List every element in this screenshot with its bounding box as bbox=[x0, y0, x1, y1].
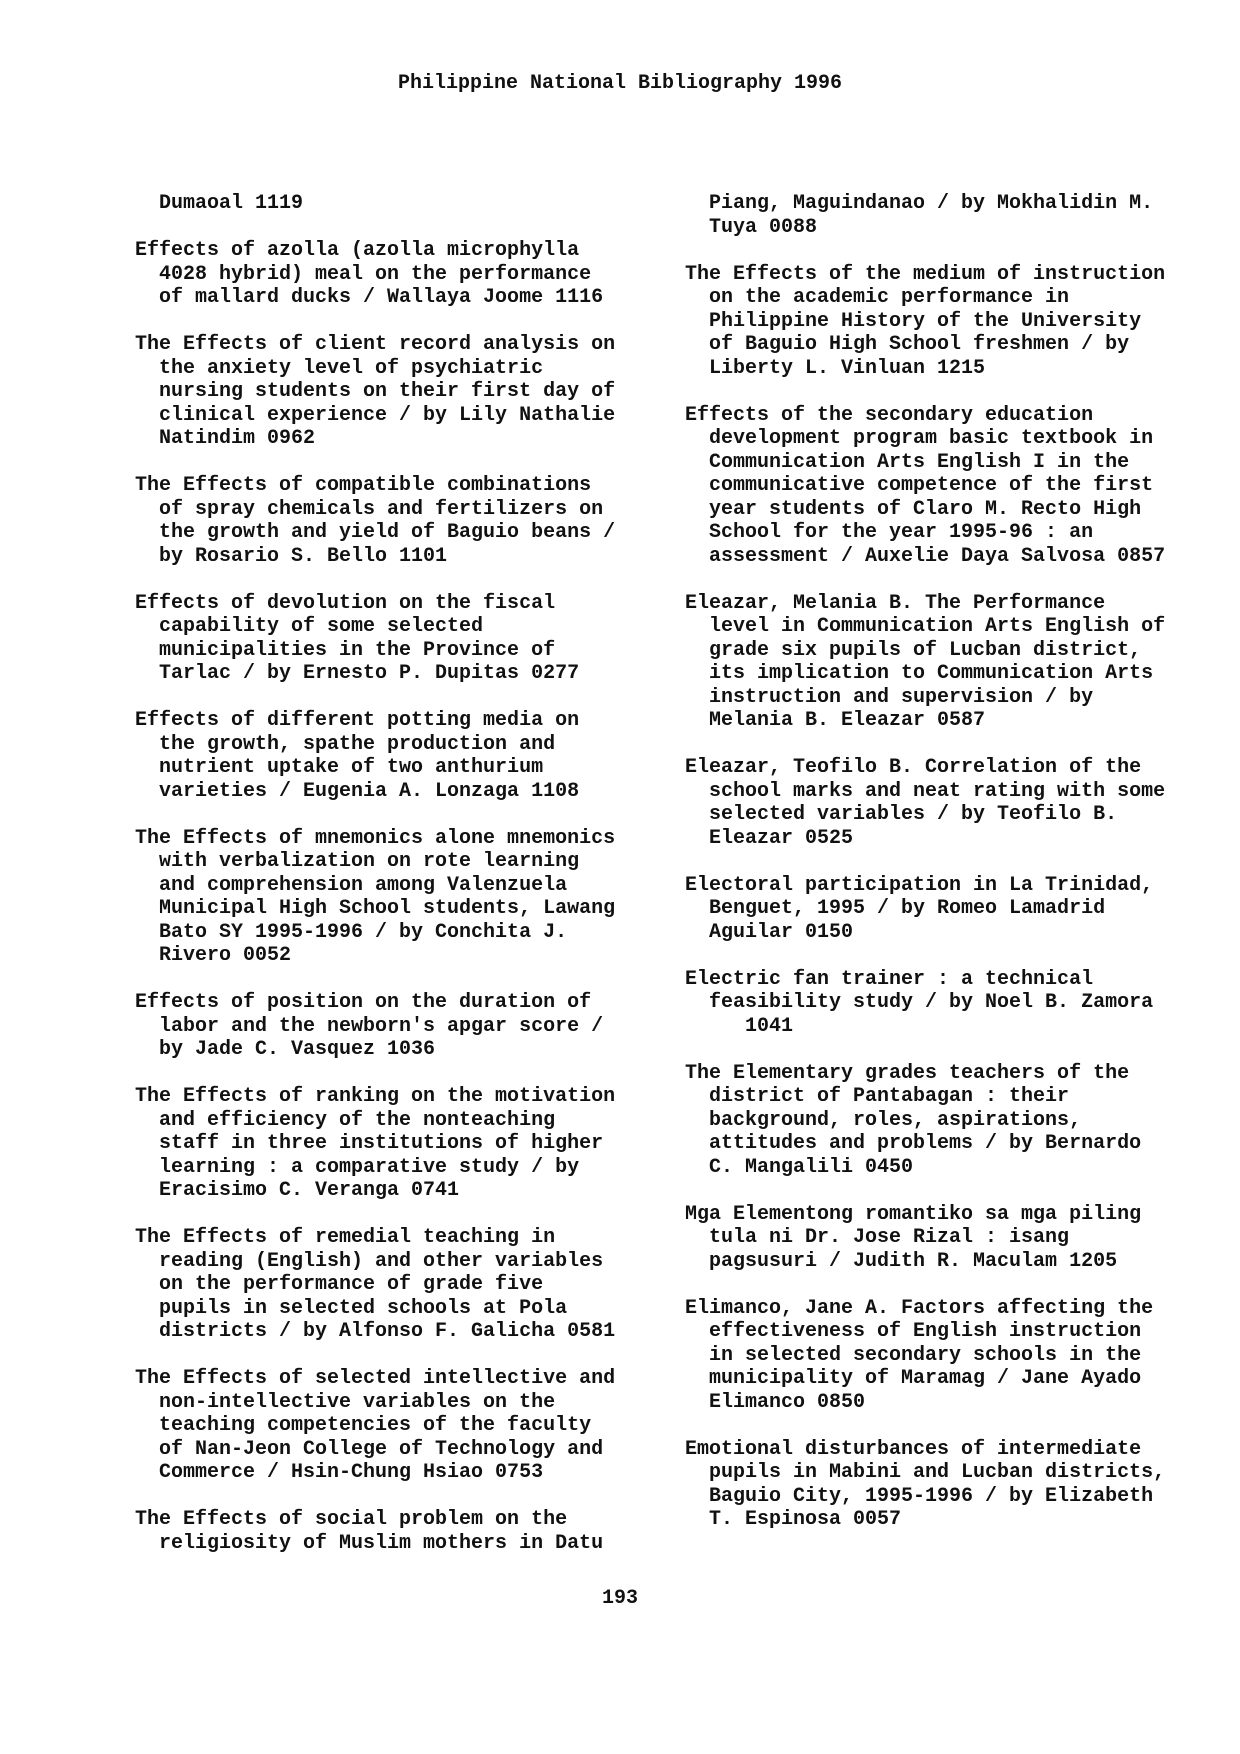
entry-line: by Rosario S. Bello 1101 bbox=[135, 544, 448, 568]
entry-line: C. Mangalili 0450 bbox=[685, 1155, 914, 1179]
entry-line: pupils in Mabini and Lucban districts, bbox=[685, 1461, 1166, 1484]
entry-line: municipality of Maramag / Jane Ayado bbox=[685, 1367, 1142, 1390]
bibliography-entry bbox=[135, 474, 675, 568]
entry-line: in selected secondary schools in the bbox=[685, 1343, 1142, 1367]
entry-line: Electric fan trainer : a technical bbox=[685, 967, 1094, 991]
entry-line: of mallard ducks / Wallaya Joome 1116 bbox=[135, 286, 604, 309]
entry-line: selected variables / by Teofilo B. bbox=[685, 803, 1118, 826]
entry-line: nursing students on their first day of bbox=[135, 380, 616, 403]
entry-line: Natindim 0962 bbox=[135, 427, 316, 450]
right-column bbox=[685, 192, 1225, 1555]
entry-line: districts / by Alfonso F. Galicha 0581 bbox=[135, 1320, 616, 1343]
entry-line: The Effects of client record analysis on bbox=[135, 333, 616, 356]
entry-line: by Jade C. Vasquez 1036 bbox=[135, 1038, 436, 1061]
entry-line: 4028 hybrid) meal on the performance bbox=[135, 262, 592, 286]
entry-line: Emotional disturbances of intermediate bbox=[685, 1437, 1142, 1461]
entry-line: Philippine History of the University bbox=[685, 309, 1142, 333]
entry-line: Tuya 0088 bbox=[685, 215, 818, 239]
entry-line: reading (English) and other variables bbox=[135, 1249, 604, 1273]
bibliography-entry bbox=[685, 263, 1225, 381]
entry-line: The Effects of ranking on the motivation bbox=[135, 1085, 616, 1108]
bibliography-entry bbox=[135, 333, 675, 451]
bibliography-entry bbox=[135, 991, 675, 1062]
entry-line: school marks and neat rating with some bbox=[685, 779, 1166, 803]
entry-line: The Effects of compatible combinations bbox=[135, 474, 592, 497]
entry-line: varieties / Eugenia A. Lonzaga 1108 bbox=[135, 779, 580, 803]
bibliography-entry bbox=[685, 1438, 1225, 1532]
entry-line: The Effects of remedial teaching in bbox=[135, 1226, 556, 1249]
entry-line: the growth and yield of Baguio beans / bbox=[135, 521, 616, 544]
entry-line: staff in three institutions of higher bbox=[135, 1132, 604, 1155]
entry-line: nutrient uptake of two anthurium bbox=[135, 756, 544, 779]
entry-line: Dumaoal 1119 bbox=[135, 192, 304, 215]
entry-line: Municipal High School students, Lawang bbox=[135, 897, 616, 920]
entry-line: communicative competence of the first bbox=[685, 474, 1154, 497]
entry-line: Aguilar 0150 bbox=[685, 920, 854, 944]
entry-line: Eleazar, Teofilo B. Correlation of the bbox=[685, 756, 1142, 779]
entry-line: Bato SY 1995-1996 / by Conchita J. bbox=[135, 920, 568, 944]
bibliography-entry bbox=[685, 1203, 1225, 1274]
entry-line: feasibility study / by Noel B. Zamora bbox=[685, 991, 1154, 1014]
entry-line: The Effects of social problem on the bbox=[135, 1508, 568, 1531]
entry-line: religiosity of Muslim mothers in Datu bbox=[135, 1531, 604, 1555]
entry-line: and comprehension among Valenzuela bbox=[135, 873, 568, 897]
bibliography-entry bbox=[685, 968, 1225, 1039]
bibliography-entry bbox=[135, 709, 675, 803]
entry-line: Elimanco, Jane A. Factors affecting the bbox=[685, 1296, 1154, 1320]
entry-line: with verbalization on rote learning bbox=[135, 850, 580, 873]
entry-line: on the performance of grade five bbox=[135, 1273, 544, 1296]
entry-line: The Effects of mnemonics alone mnemonics bbox=[135, 826, 616, 850]
entry-line: The Elementary grades teachers of the bbox=[685, 1061, 1130, 1085]
entry-line: pupils in selected schools at Pola bbox=[135, 1296, 568, 1320]
bibliography-entry bbox=[135, 827, 675, 968]
entry-line: 1041 bbox=[685, 1014, 794, 1038]
bibliography-entry bbox=[135, 1508, 675, 1555]
entry-line: Effects of the secondary education bbox=[685, 403, 1094, 427]
bibliography-entry bbox=[685, 404, 1225, 569]
entry-line: development program basic textbook in bbox=[685, 427, 1154, 450]
entry-line: learning : a comparative study / by bbox=[135, 1155, 580, 1179]
entry-line: district of Pantabagan : their bbox=[685, 1085, 1070, 1108]
entry-line: instruction and supervision / by bbox=[685, 685, 1094, 709]
entry-line: capability of some selected bbox=[135, 615, 484, 638]
entry-line: Communication Arts English I in the bbox=[685, 450, 1130, 474]
entry-line: Baguio City, 1995-1996 / by Elizabeth bbox=[685, 1484, 1154, 1508]
entry-line: of spray chemicals and fertilizers on bbox=[135, 497, 604, 521]
entry-line: on the academic performance in bbox=[685, 286, 1070, 309]
entry-line: The Effects of selected intellective and bbox=[135, 1367, 616, 1390]
entry-line: T. Espinosa 0057 bbox=[685, 1508, 902, 1531]
entry-line: and efficiency of the nonteaching bbox=[135, 1108, 556, 1132]
entry-line: pagsusuri / Judith R. Maculam 1205 bbox=[685, 1249, 1118, 1273]
entry-line: Effects of azolla (azolla microphylla bbox=[135, 239, 580, 262]
entry-line: non-intellective variables on the bbox=[135, 1390, 556, 1414]
bibliography-entry bbox=[135, 1085, 675, 1203]
entry-line: tula ni Dr. Jose Rizal : isang bbox=[685, 1226, 1070, 1249]
bibliography-entry bbox=[135, 1367, 675, 1485]
entry-line: Commerce / Hsin-Chung Hsiao 0753 bbox=[135, 1461, 544, 1484]
entry-line: Mga Elementong romantiko sa mga piling bbox=[685, 1202, 1142, 1226]
entry-line: teaching competencies of the faculty bbox=[135, 1414, 592, 1437]
entry-line: effectiveness of English instruction bbox=[685, 1320, 1142, 1343]
entry-line: Effects of position on the duration of bbox=[135, 991, 592, 1014]
bibliography-entry bbox=[135, 592, 675, 686]
entry-line: attitudes and problems / by Bernardo bbox=[685, 1132, 1142, 1155]
entry-line: Electoral participation in La Trinidad, bbox=[685, 873, 1154, 897]
entry-line: clinical experience / by Lily Nathalie bbox=[135, 403, 616, 427]
entry-line: Eracisimo C. Veranga 0741 bbox=[135, 1179, 460, 1202]
entry-line: Effects of devolution on the fiscal bbox=[135, 591, 556, 615]
entry-line: background, roles, aspirations, bbox=[685, 1108, 1082, 1132]
entry-line: the anxiety level of psychiatric bbox=[135, 356, 544, 380]
entry-line: Liberty L. Vinluan 1215 bbox=[685, 356, 986, 380]
bibliography-entry bbox=[135, 239, 675, 310]
entry-line: the growth, spathe production and bbox=[135, 732, 556, 756]
entry-line: labor and the newborn's apgar score / bbox=[135, 1014, 604, 1038]
entry-line: Eleazar, Melania B. The Performance bbox=[685, 591, 1106, 615]
entry-line: Piang, Maguindanao / by Mokhalidin M. bbox=[685, 192, 1154, 215]
bibliography-entry bbox=[685, 756, 1225, 850]
entry-line: year students of Claro M. Recto High bbox=[685, 497, 1142, 521]
entry-line: Eleazar 0525 bbox=[685, 826, 854, 850]
entry-line: of Nan-Jeon College of Technology and bbox=[135, 1437, 604, 1461]
bibliography-entry bbox=[685, 1297, 1225, 1415]
entry-line: Effects of different potting media on bbox=[135, 709, 580, 732]
entry-line: municipalities in the Province of bbox=[135, 638, 556, 662]
bibliography-entry bbox=[135, 1226, 675, 1344]
entry-line: its implication to Communication Arts bbox=[685, 662, 1154, 685]
entry-line: The Effects of the medium of instruction bbox=[685, 262, 1166, 286]
page-header: Philippine National Bibliography 1996 bbox=[397, 72, 843, 95]
entry-line: Benguet, 1995 / by Romeo Lamadrid bbox=[685, 897, 1106, 920]
entry-line: level in Communication Arts English of bbox=[685, 615, 1166, 638]
entry-line: grade six pupils of Lucban district, bbox=[685, 638, 1142, 662]
bibliography-entry bbox=[685, 874, 1225, 945]
entry-line: of Baguio High School freshmen / by bbox=[685, 333, 1130, 356]
entry-line: Elimanco 0850 bbox=[685, 1390, 866, 1414]
page-number: 193 bbox=[601, 1587, 638, 1610]
bibliography-entry bbox=[685, 192, 1225, 239]
entry-line: Tarlac / by Ernesto P. Dupitas 0277 bbox=[135, 662, 580, 685]
entry-line: Rivero 0052 bbox=[135, 944, 292, 967]
bibliography-entry bbox=[135, 192, 675, 216]
entry-line: School for the year 1995-96 : an bbox=[685, 521, 1094, 544]
entry-line: Melania B. Eleazar 0587 bbox=[685, 709, 986, 732]
left-column bbox=[135, 192, 675, 1579]
bibliography-entry bbox=[685, 1062, 1225, 1180]
entry-line: assessment / Auxelie Daya Salvosa 0857 bbox=[685, 544, 1166, 568]
bibliography-entry bbox=[685, 592, 1225, 733]
